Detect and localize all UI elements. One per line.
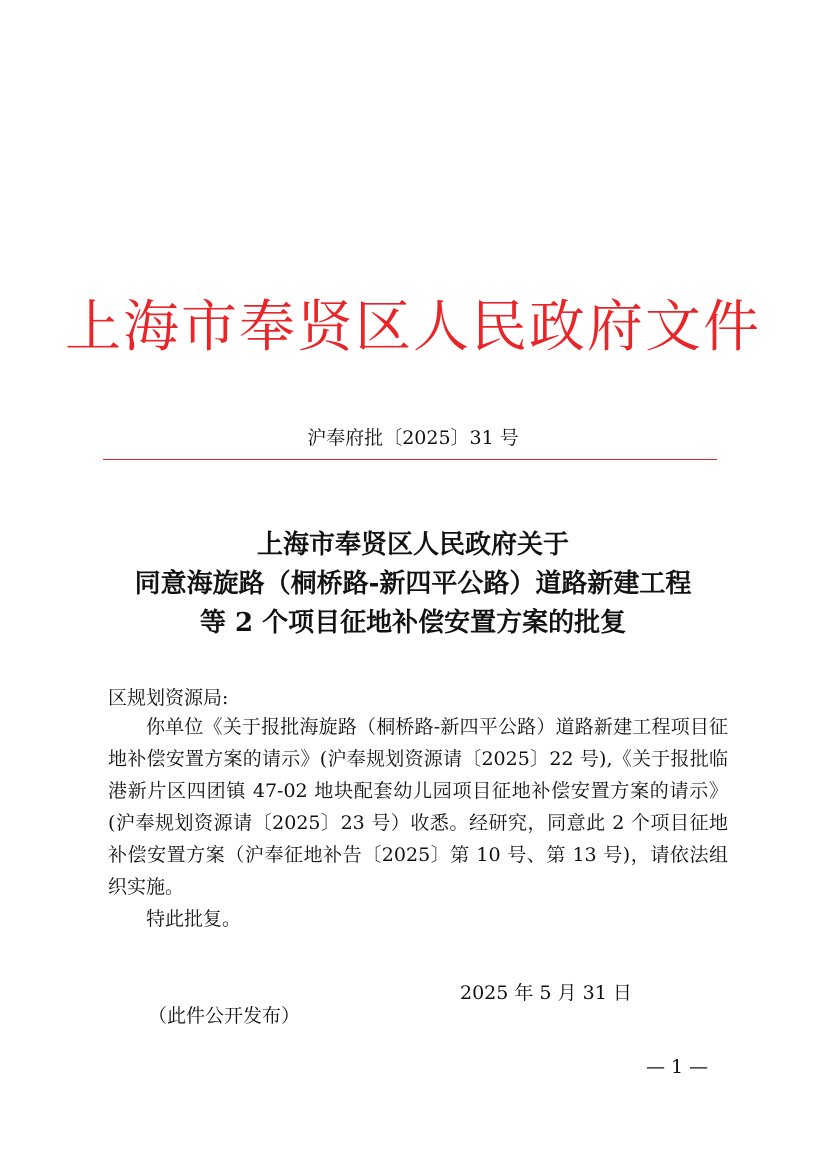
masthead-title: 上海市奉贤区人民政府文件	[65, 295, 761, 360]
body-paragraph-1: 你单位《关于报批海旋路（桐桥路-新四平公路）道路新建工程项目征地补偿安置方案的请示》(沪奉规划资源请〔2025〕22 号),《关于报批临港新片区四团镇 47-02 地块配套幼儿园项目征地补偿安置方案的请示》(沪奉规划资源请〔2025〕23 号）收悉。经研究，同意此 2 个项目征地补偿安置方案（沪奉征地补告〔2025〕第 10 号、第 13 号)，请依法组织实施。	[108, 716, 728, 898]
page-number: — 1 —	[646, 1056, 709, 1078]
red-divider-line	[103, 459, 717, 460]
salutation: 区规划资源局:	[108, 687, 229, 709]
title-line-1: 上海市奉贤区人民政府关于	[256, 530, 569, 560]
body-text	[108, 711, 728, 935]
document-number: 沪奉府批〔2025〕31 号	[307, 427, 519, 449]
title-line-3: 等 2 个项目征地补偿安置方案的批复	[199, 608, 627, 638]
title-line-2: 同意海旋路（桐桥路-新四平公路）道路新建工程	[134, 569, 692, 599]
issue-date: 2025 年 5 月 31 日	[460, 982, 632, 1004]
body-paragraph-2: 特此批复。	[146, 908, 242, 930]
publication-note: （此件公开发布）	[148, 1005, 301, 1027]
document-title	[0, 526, 826, 643]
